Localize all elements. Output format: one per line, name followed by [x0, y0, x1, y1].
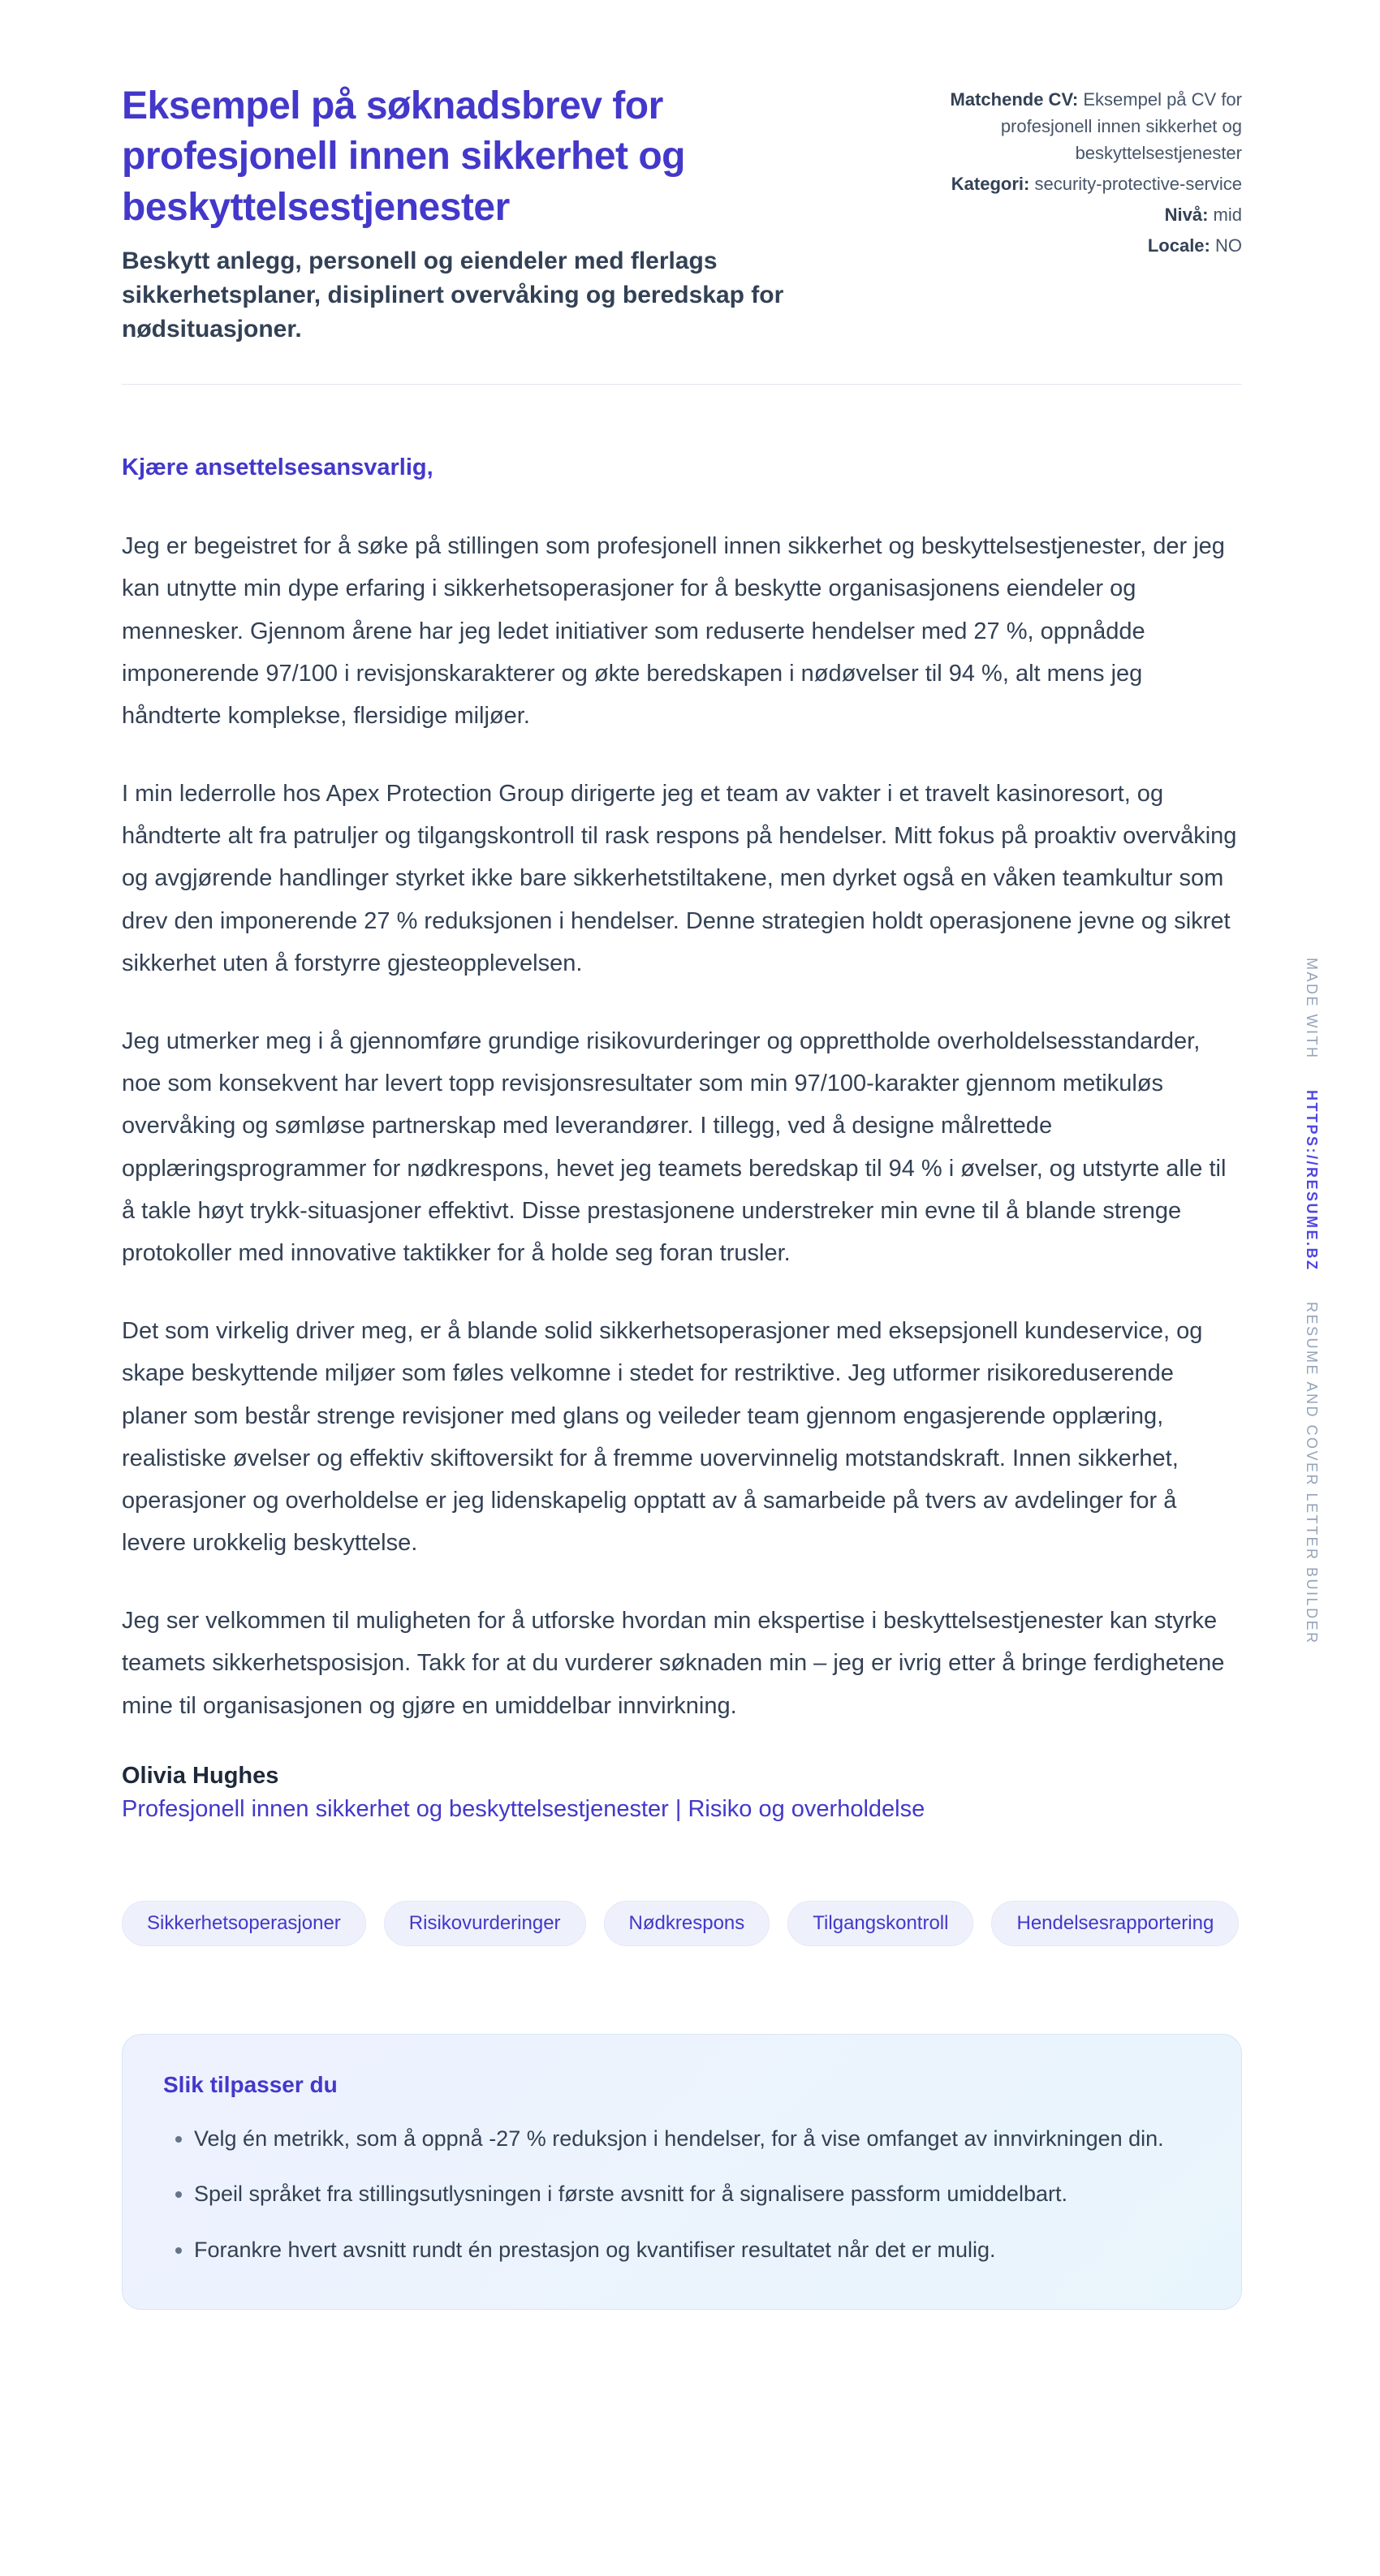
tips-title: Slik tilpasser du — [163, 2071, 338, 2097]
skill-tags — [122, 1901, 1242, 1946]
header-title-block — [122, 81, 844, 347]
signature-name: Olivia Hughes — [122, 1762, 279, 1789]
letter-paragraph-3: Jeg utmerker meg i å gjennomføre grundige risikovurderinger og opprettholde overholdelsesstandarder, noe som konsekvent har levert topp revisjonsresultater som min 97/100-karakter gjennom metikuløs overvåking og sømløse partnerskap med leverandører. I tillegg, ved å designe målrettede opplæringsprogrammer for nødkrespons, hevet jeg teamets beredskap til 94 % i øvelser, og utstyrte alle til å takle høyt trykk-situasjoner effektivt. Disse prestasjonene understreker min evne til å blande strenge protokoller med innovative taktikker for å holde seg foran trusler. — [122, 1028, 1227, 1266]
meta-label: Kategori: — [951, 174, 1030, 194]
meta-panel — [893, 86, 1242, 263]
meta-value: security-protective-service — [1034, 174, 1242, 194]
tip-item-1: • Velg én metrikk, som å oppnå -27 % reduksjon i hendelser, for å vise omfanget av innvirkningen din. — [194, 2121, 1201, 2157]
skill-tag-risikovurderinger: Risikovurderinger — [384, 1901, 586, 1946]
watermark-url-link[interactable]: HTTPS://RESUME.BZ — [1304, 1090, 1320, 1272]
meta-value: Eksempel på CV for profesjonell innen sikkerhet og beskyttelsestjenester — [1000, 89, 1242, 163]
letter-paragraph-4: Det som virkelig driver meg, er å blande solid sikkerhetsoperasjoner med eksepsjonell kundeservice, og skape beskyttende miljøer som føles velkomne i stedet for restriktive. Jeg utformer risikoreduserende planer som består strenge revisjoner med glans og veileder team gjennom engasjerende opplæring, realistiske øvelser og effektiv skiftoversikt for å fremme uovervinnelig motstandskraft. Innen sikkerhet, operasjoner og overholdelse er jeg lidenskapelig opptatt av å samarbeide på tvers av avdelinger for å levere urokkelig beskyttelse. — [122, 1318, 1203, 1557]
header-divider — [122, 384, 1242, 385]
skill-tag-sikkerhetsoperasjoner: Sikkerhetsoperasjoner — [122, 1901, 366, 1946]
meta-row-category — [893, 170, 1242, 197]
tip-item-2: • Speil språket fra stillingsutlysningen i første avsnitt for å signalisere passform umiddelbart. — [194, 2176, 1201, 2212]
header — [122, 81, 1242, 347]
watermark-made-with: MADE WITH — [1304, 958, 1320, 1060]
page-title: Eksempel på søknadsbrev for profesjonell innen sikkerhet og beskyttelsestjenester — [122, 84, 685, 229]
watermark-suffix: RESUME AND COVER LETTER BUILDER — [1304, 1302, 1320, 1645]
tips-list — [163, 2121, 1201, 2268]
meta-value: NO — [1215, 235, 1242, 256]
skill-tag-tilgangskontroll: Tilgangskontroll — [787, 1901, 973, 1946]
tip-item-3: • Forankre hvert avsnitt rundt én prestasjon og kvantifiser resultatet når det er mulig. — [194, 2232, 1201, 2268]
meta-value: mid — [1213, 205, 1242, 225]
letter-greeting: Kjære ansettelsesansvarlig, — [122, 454, 433, 481]
page-subtitle: Beskytt anlegg, personell og eiendeler med flerlags sikkerhetsplaner, disiplinert overvåking og beredskap for nødsituasjoner. — [122, 248, 784, 343]
signature-role: Profesjonell innen sikkerhet og beskyttelsestjenester | Risiko og overholdelse — [122, 1795, 925, 1822]
meta-label: Matchende CV: — [950, 89, 1079, 110]
meta-label: Locale: — [1147, 235, 1210, 256]
meta-row-matching-cv — [893, 86, 1242, 166]
skill-tag-hendelsesrapportering: Hendelsesrapportering — [991, 1901, 1239, 1946]
meta-label: Nivå: — [1164, 205, 1209, 225]
skill-tag-nodkrespons: Nødkrespons — [604, 1901, 770, 1946]
cover-letter-body — [122, 454, 1242, 1823]
site-watermark — [1303, 958, 1320, 1669]
meta-row-level — [893, 201, 1242, 228]
letter-paragraph-1: Jeg er begeistret for å søke på stillingen som profesjonell innen sikkerhet og beskyttelsestjenester, der jeg kan utnytte min dype erfaring i sikkerhetsoperasjoner for å beskytte organisasjonens eiendeler og mennesker. Gjennom årene har jeg ledet initiativer som reduserte hendelser med 27 %, oppnådde imponerende 97/100 i revisjonskarakterer og økte beredskapen i nødøvelser til 94 %, alt mens jeg håndterte komplekse, flersidige miljøer. — [122, 533, 1225, 729]
letter-paragraph-5: Jeg ser velkommen til muligheten for å utforske hvordan min ekspertise i beskyttelsestjenester kan styrke teamets sikkerhetsposisjon. Takk for at du vurderer søknaden min – jeg er ivrig etter å bringe ferdighetene mine til organisasjonen og gjøre en umiddelbar innvirkning. — [122, 1608, 1225, 1719]
tailoring-tips-box — [122, 2034, 1242, 2310]
meta-row-locale — [893, 232, 1242, 259]
letter-paragraph-2: I min lederrolle hos Apex Protection Group dirigerte jeg et team av vakter i et travelt kasinoresort, og håndterte alt fra patruljer og tilgangskontroll til rask respons på hendelser. Mitt fokus på proaktiv overvåking og avgjørende handlinger styrket ikke bare sikkerhetstiltakene, men dyrket også en våken teamkultur som drev den imponerende 27 % reduksjonen i hendelser. Denne strategien holdt operasjonene jevne og sikret sikkerhet uten å forstyrre gjesteopplevelsen. — [122, 781, 1237, 976]
